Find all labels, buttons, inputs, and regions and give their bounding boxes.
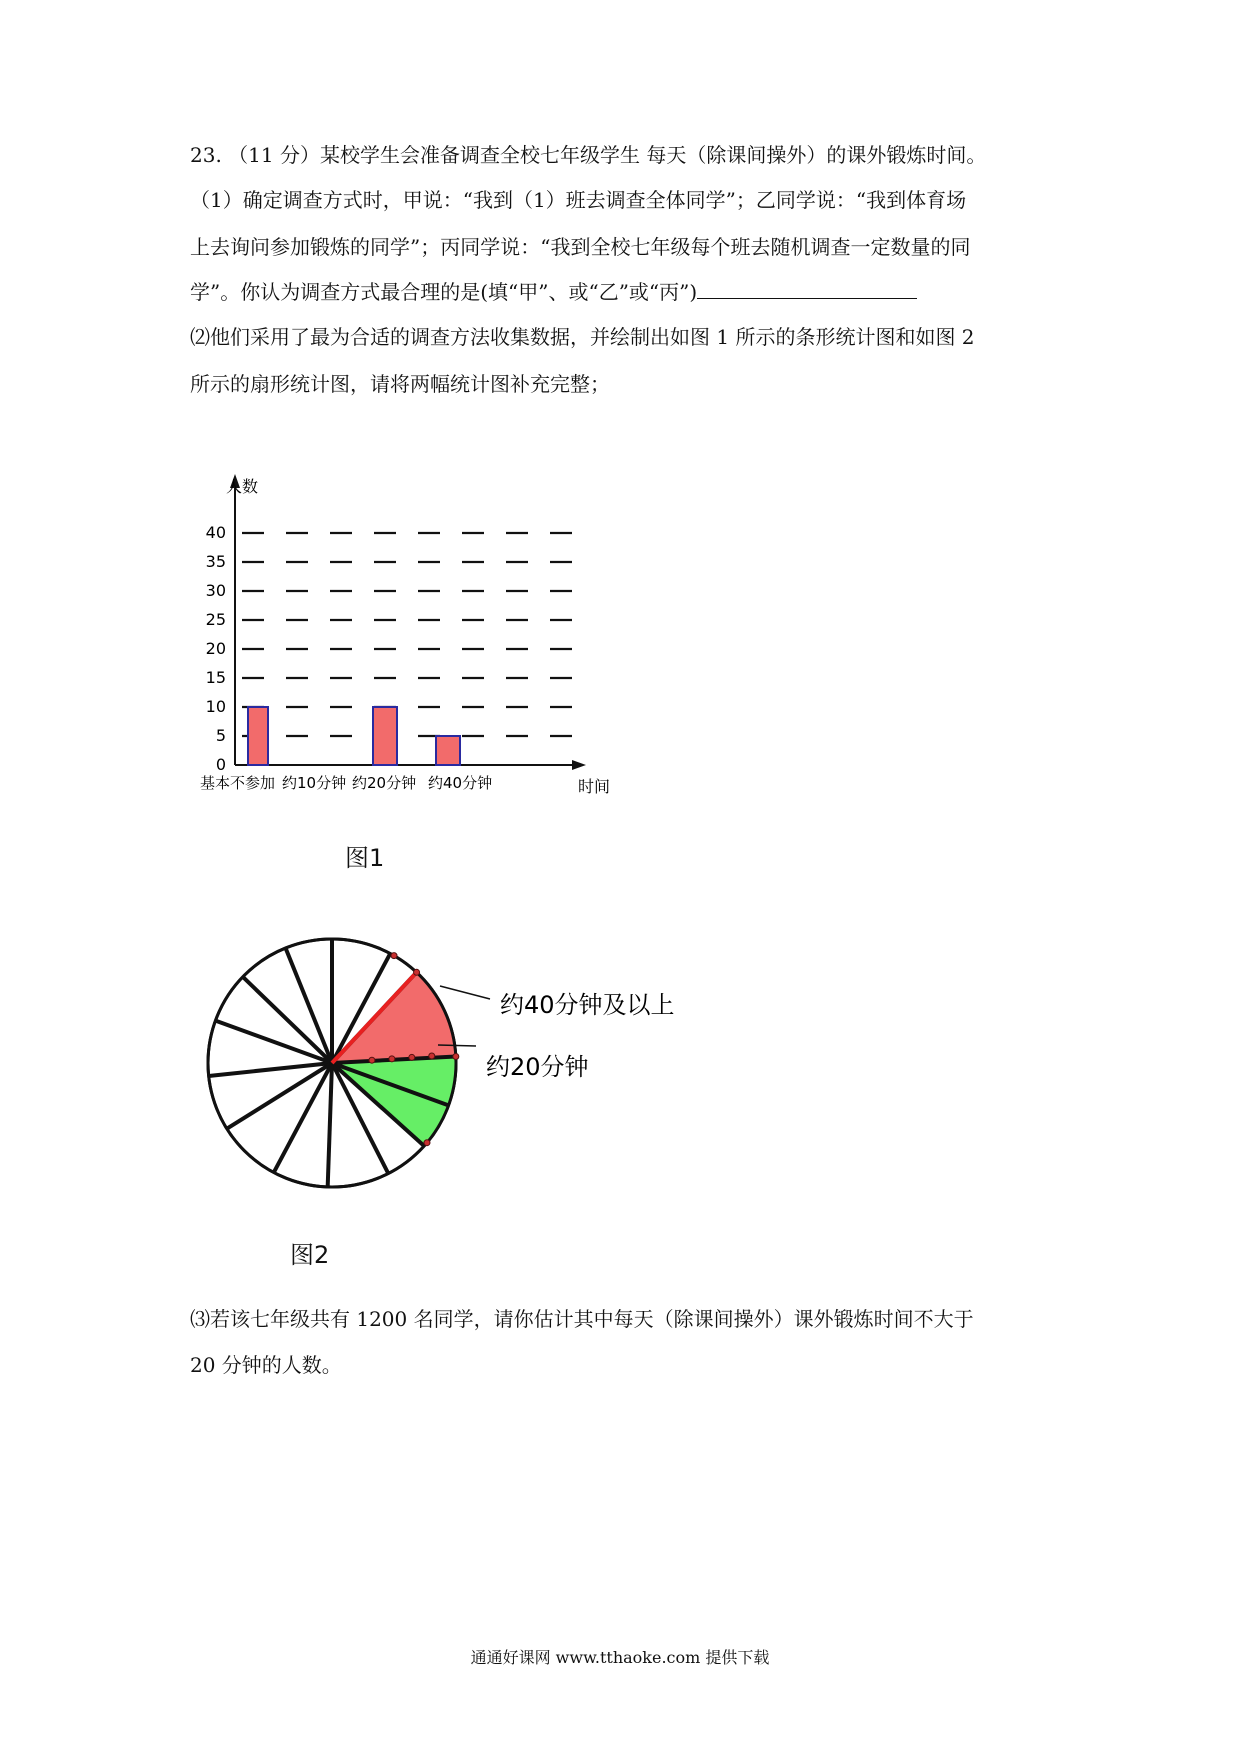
x-category-label: 约40分钟 [428,774,493,792]
pie-chart [190,915,750,1205]
y-tick-label: 0 [215,755,226,774]
y-tick-label: 35 [205,552,226,571]
pie-marker [453,1054,459,1060]
answer-blank[interactable] [697,278,917,299]
bar-chart [190,470,630,810]
question-line-3: 上去询问参加锻炼的同学”；丙同学说：“我到全校七年级每个班去随机调查一定数量的同 [190,235,971,259]
x-category-label: 约10分钟 [282,774,347,792]
pie-marker [424,1140,430,1146]
question-line-7: ⑶若该七年级共有 1200 名同学，请你估计其中每天（除课间操外）课外锻炼时间不大于 [190,1307,974,1331]
leader-line-20min [438,1045,476,1046]
question-line-8: 20 分钟的人数。 [190,1353,342,1377]
leader-line-40min [440,986,490,999]
figure1-caption: 图1 [345,844,385,872]
pie-marker [414,969,420,975]
y-tick-label: 30 [205,581,226,600]
pie-marker [429,1053,435,1059]
label-40min: 约40分钟及以上 [500,991,675,1019]
x-category-label: 约20分钟 [352,774,417,792]
y-tick-label: 10 [205,697,226,716]
pie-marker [389,1056,395,1062]
pie-marker [409,1054,415,1060]
y-tick-label: 5 [215,726,226,745]
label-20min: 约20分钟 [486,1053,589,1081]
y-tick-label: 20 [205,639,226,658]
pie-marker [391,953,397,959]
bar-2 [373,707,397,765]
x-axis-label: 时间 [578,777,611,796]
question-line-5: ⑵他们采用了最为合适的调查方法收集数据，并绘制出如图 1 所示的条形统计图和如图 2 [190,325,975,349]
x-axis-arrow [572,760,586,770]
pie-marker [369,1057,375,1063]
question-line-1: 23. （11 分）某校学生会准备调查全校七年级学生 每天（除课间操外）的课外锻炼时间。 [190,143,987,167]
unused-line [446,926,452,1013]
y-axis-label: 人数 [226,477,259,496]
figure2-caption: 图2 [290,1241,330,1269]
footer: 通通好课网 www.tthaoke.com 提供下载 [470,1648,770,1667]
y-tick-label: 15 [205,668,226,687]
bar-0 [248,707,268,765]
y-tick-label: 40 [205,523,226,542]
y-tick-label: 25 [205,610,226,629]
question-line-6: 所示的扇形统计图，请将两幅统计图补充完整； [190,372,610,396]
x-category-label: 基本不参加 [200,774,276,792]
bar-3 [436,736,460,765]
question-line-2: （1）确定调查方式时，甲说：“我到（1）班去调查全体同学”；乙同学说：“我到体育场 [190,188,967,212]
question-line-4 [190,278,1070,306]
question-line-4-text: 学”。你认为调查方式最合理的是(填“甲”、或“乙”或“丙”) [190,280,698,304]
